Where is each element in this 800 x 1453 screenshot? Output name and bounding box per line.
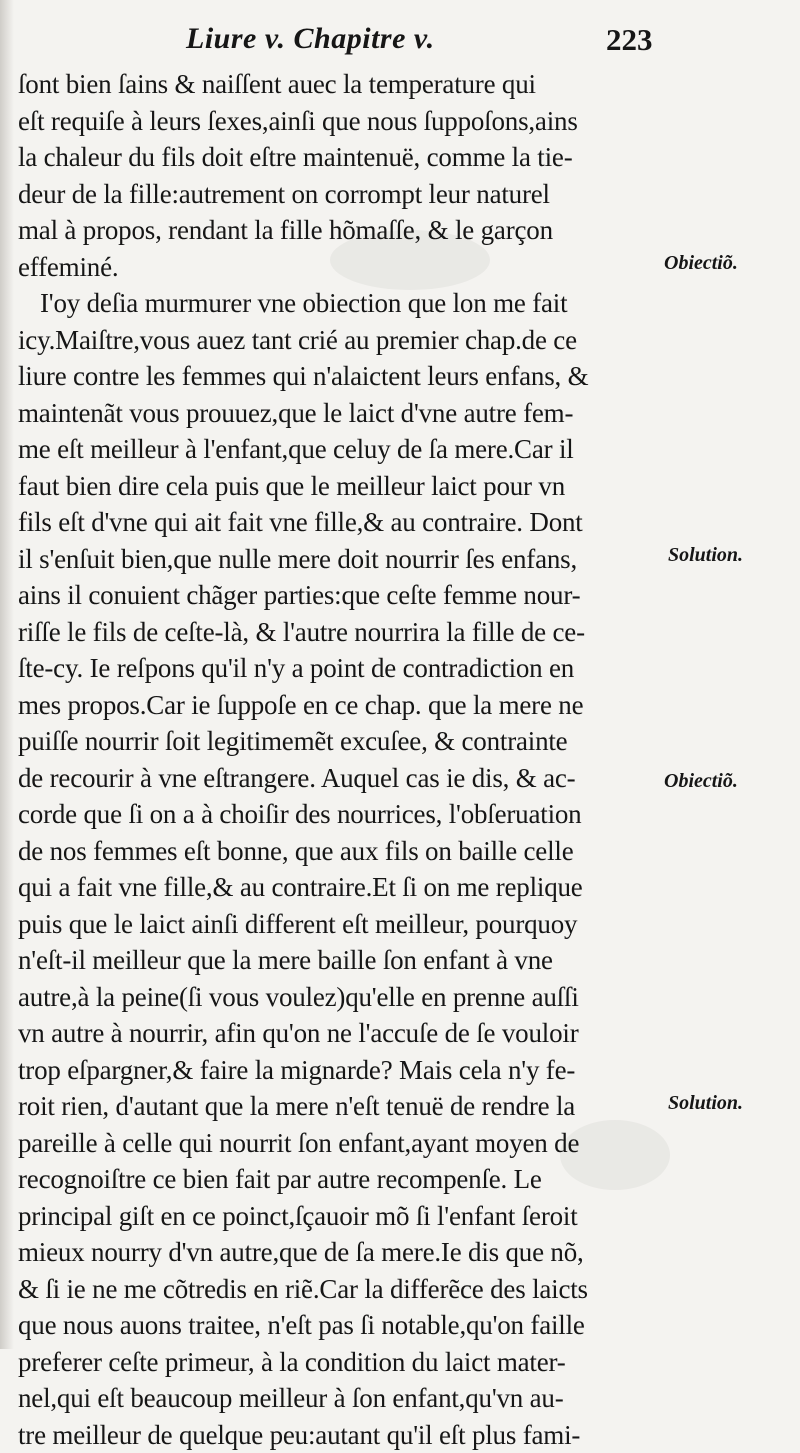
- text-line: autre,à la peine(ſi vous voulez)qu'elle en prenne auſſi: [18, 979, 668, 1016]
- text-line: roit rien, d'autant que la mere n'eſt tenuë de rendre la: [18, 1088, 668, 1125]
- text-line: & ſi ie ne me cõtredis en riẽ.Car la differẽce des laicts: [18, 1271, 668, 1308]
- text-line: pareille à celle qui nourrit ſon enfant,ayant moyen de: [18, 1125, 668, 1162]
- text-line: puis que le laict ainſi different eſt meilleur, pourquoy: [18, 906, 668, 943]
- text-line: il s'enſuit bien,que nulle mere doit nourrir ſes enfans,: [18, 541, 668, 578]
- running-title: Liure v. Chapitre v.: [186, 22, 435, 56]
- text-line: ſte-cy. Ie reſpons qu'il n'y a point de contradiction en: [18, 650, 668, 687]
- margin-note-objection: Obiectiõ.: [664, 252, 738, 275]
- text-line: fils eſt d'vne qui ait fait vne fille,& au contraire. Dont: [18, 504, 668, 541]
- text-line: que nous auons traitee, n'eſt pas ſi notable,qu'on faille: [18, 1307, 668, 1344]
- page-number: 223: [606, 22, 653, 58]
- text-line: effeminé.: [18, 249, 668, 286]
- text-line: mes propos.Car ie ſuppoſe en ce chap. que la mere ne: [18, 687, 668, 724]
- text-line: qui a fait vne fille,& au contraire.Et ſi on me replique: [18, 869, 668, 906]
- text-line: principal giſt en ce poinct,ſçauoir mõ ſi l'enfant ſeroit: [18, 1198, 668, 1235]
- text-line: I'oy deſia murmurer vne obiection que lon me fait: [18, 285, 668, 322]
- text-line: me eſt meilleur à l'enfant,que celuy de ſa mere.Car il: [18, 431, 668, 468]
- text-line: ains il conuient chãger parties:que ceſte femme nour-: [18, 577, 668, 614]
- text-line: ſont bien ſains & naiſſent auec la temperature qui: [18, 66, 668, 103]
- text-line: riſſe le fils de ceſte-là, & l'autre nourrira la fille de ce-: [18, 614, 668, 651]
- text-line: eſt requiſe à leurs ſexes,ainſi que nous ſuppoſons,ains: [18, 103, 668, 140]
- text-line: mal à propos, rendant la fille hõmaſſe, & le garçon: [18, 212, 668, 249]
- text-line: de recourir à vne eſtrangere. Auquel cas ie dis, & ac-: [18, 760, 668, 797]
- text-line: n'eſt-il meilleur que la mere baille ſon enfant à vne: [18, 942, 668, 979]
- text-line: preferer ceſte primeur, à la condition du laict mater-: [18, 1344, 668, 1381]
- text-line: nel,qui eſt beaucoup meilleur à ſon enfant,qu'vn au-: [18, 1380, 668, 1417]
- body-text: [18, 66, 668, 1453]
- margin-note-solution: Solution.: [668, 544, 743, 567]
- text-line: puiſſe nourrir ſoit legitimemẽt excuſee, & contrainte: [18, 723, 668, 760]
- text-line: tre meilleur de quelque peu:autant qu'il eſt plus fami-: [18, 1417, 668, 1453]
- text-line: deur de la fille:autrement on corrompt leur naturel: [18, 176, 668, 213]
- text-line: corde que ſi on a à choiſir des nourrices, l'obſeruation: [18, 796, 668, 833]
- text-line: mieux nourry d'vn autre,que de ſa mere.Ie dis que nõ,: [18, 1234, 668, 1271]
- text-line: icy.Maiſtre,vous auez tant crié au premier chap.de ce: [18, 322, 668, 359]
- text-line: faut bien dire cela puis que le meilleur laict pour vn: [18, 468, 668, 505]
- page-edge-shadow: [0, 0, 14, 1349]
- margin-note-objection: Obiectiõ.: [664, 770, 738, 793]
- margin-note-solution: Solution.: [668, 1092, 743, 1115]
- text-line: la chaleur du fils doit eſtre maintenuë, comme la tie-: [18, 139, 668, 176]
- text-line: liure contre les femmes qui n'alaictent leurs enfans, &: [18, 358, 668, 395]
- page-header: [0, 22, 800, 62]
- text-line: recognoiſtre ce bien fait par autre recompenſe. Le: [18, 1161, 668, 1198]
- text-line: maintenãt vous prouuez,que le laict d'vne autre fem-: [18, 395, 668, 432]
- text-line: trop eſpargner,& faire la mignarde? Mais cela n'y fe-: [18, 1052, 668, 1089]
- text-line: de nos femmes eſt bonne, que aux fils on baille celle: [18, 833, 668, 870]
- text-line: vn autre à nourrir, afin qu'on ne l'accuſe de ſe vouloir: [18, 1015, 668, 1052]
